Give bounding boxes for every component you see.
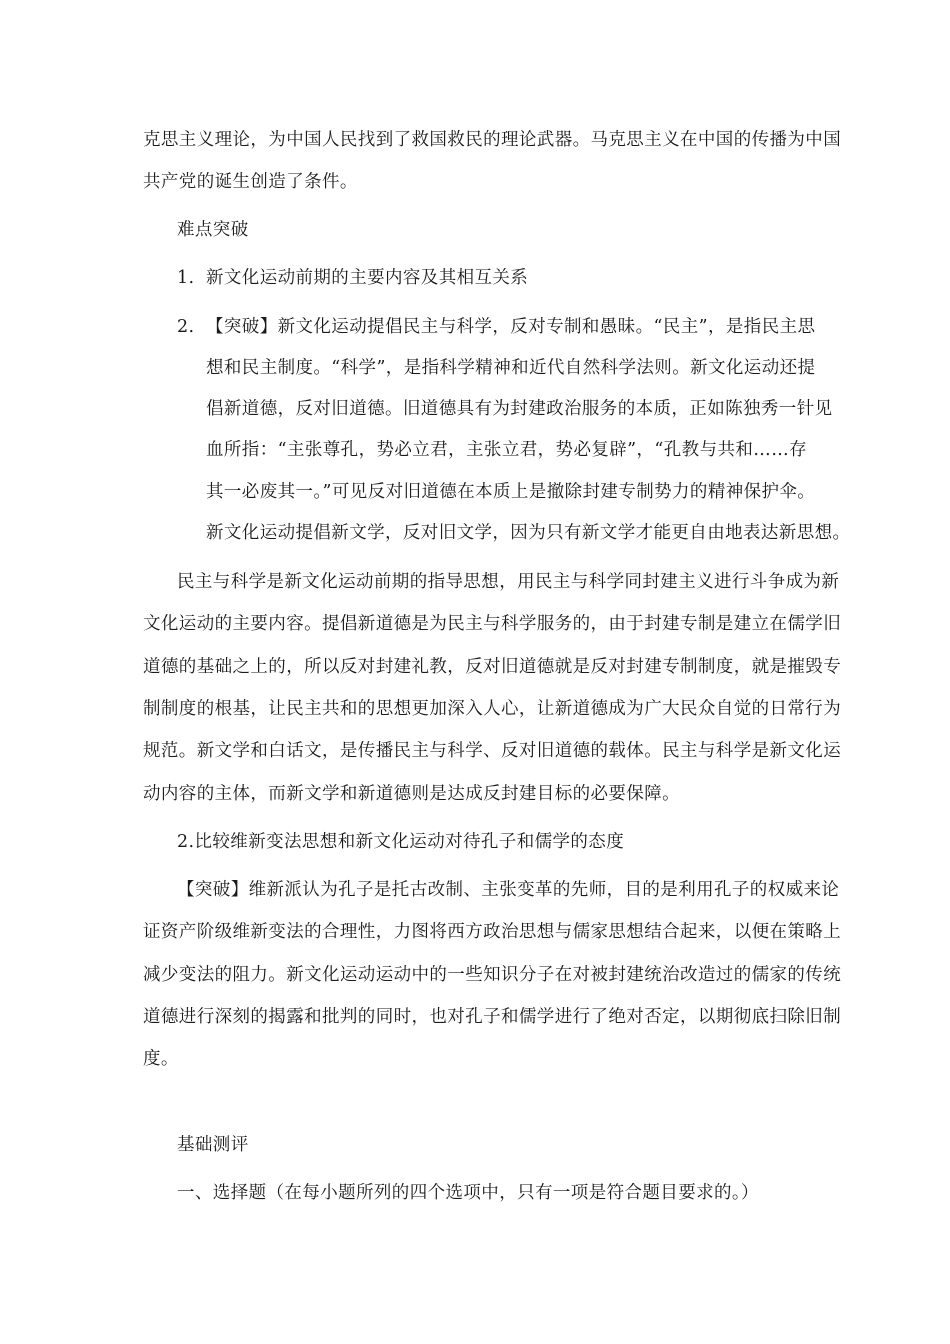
para-relation-line-2: 文化运动的主要内容。提倡新道德是为民主与科学服务的，由于封建专制是建立在儒学旧	[143, 614, 842, 634]
para-relation-line-6: 动内容的主体，而新文学和新道德则是达成反封建目标的必要保障。	[143, 784, 680, 804]
intro-line-1: 克思主义理论，为中国人民找到了救国救民的理论武器。马克思主义在中国的传播为中国	[143, 130, 842, 150]
para-relation-line-4: 制制度的根基，让民主共和的思想更加深入人心，让新道德成为广大民众自觉的日常行为	[143, 699, 842, 719]
para-compare-line-4: 道德进行深刻的揭露和批判的同时，也对孔子和儒学进行了绝对否定，以期彻底扫除旧制	[143, 1007, 842, 1027]
basic-heading: 基础测评	[177, 1135, 249, 1155]
para-relation-line-5: 规范。新文学和白话文，是传播民主与科学、反对旧道德的载体。民主与科学是新文化运	[143, 741, 842, 761]
list-item-2-line-4: 血所指：“主张尊孔，势必立君，主张立君，势必复辟”，“孔教与共和……存	[206, 440, 807, 460]
list-item-2-line-1: 【突破】新文化运动提倡民主与科学，反对专制和愚昧。“民主”，是指民主思	[206, 317, 816, 337]
para-compare-line-2: 证资产阶级维新变法的合理性，力图将西方政治思想与儒家思想结合起来，以便在策略上	[143, 922, 842, 942]
list-item-2-line-6: 新文化运动提倡新文学，反对旧文学，因为只有新文学才能更自由地表达新思想。	[206, 523, 851, 543]
list-item-2-line-5: 其一必废其一。”可见反对旧道德在本质上是撤除封建专制势力的精神保护伞。	[206, 482, 816, 502]
section-choice-heading: 一、选择题（在每小题所列的四个选项中，只有一项是符合题目要求的。）	[177, 1183, 759, 1203]
difficulty-heading: 难点突破	[177, 220, 249, 240]
list-number-2: 2.	[177, 317, 195, 337]
para-compare-line-3: 减少变法的阻力。新文化运动运动中的一些知识分子在对被封建统治改造过的儒家的传统	[143, 965, 842, 985]
compare-heading: 2.比较维新变法思想和新文化运动对待孔子和儒学的态度	[177, 832, 625, 852]
list-item-2-line-2: 想和民主制度。“科学”，是指科学精神和近代自然科学法则。新文化运动还提	[206, 358, 816, 378]
list-number-1: 1.	[177, 268, 195, 288]
para-compare-line-1: 【突破】维新派认为孔子是托古改制、主张变革的先师，目的是利用孔子的权威来论	[177, 880, 840, 900]
list-item-1-text: 新文化运动前期的主要内容及其相互关系	[206, 268, 529, 288]
para-compare-line-5: 度。	[143, 1049, 179, 1069]
para-relation-line-1: 民主与科学是新文化运动前期的指导思想，用民主与科学同封建主义进行斗争成为新	[177, 572, 840, 592]
para-relation-line-3: 道德的基础之上的，所以反对封建礼教，反对旧道德就是反对封建专制制度，就是摧毁专	[143, 657, 842, 677]
intro-line-2: 共产党的诞生创造了条件。	[143, 172, 358, 192]
list-item-2-line-3: 倡新道德，反对旧道德。旧道德具有为封建政治服务的本质，正如陈独秀一针见	[206, 399, 833, 419]
